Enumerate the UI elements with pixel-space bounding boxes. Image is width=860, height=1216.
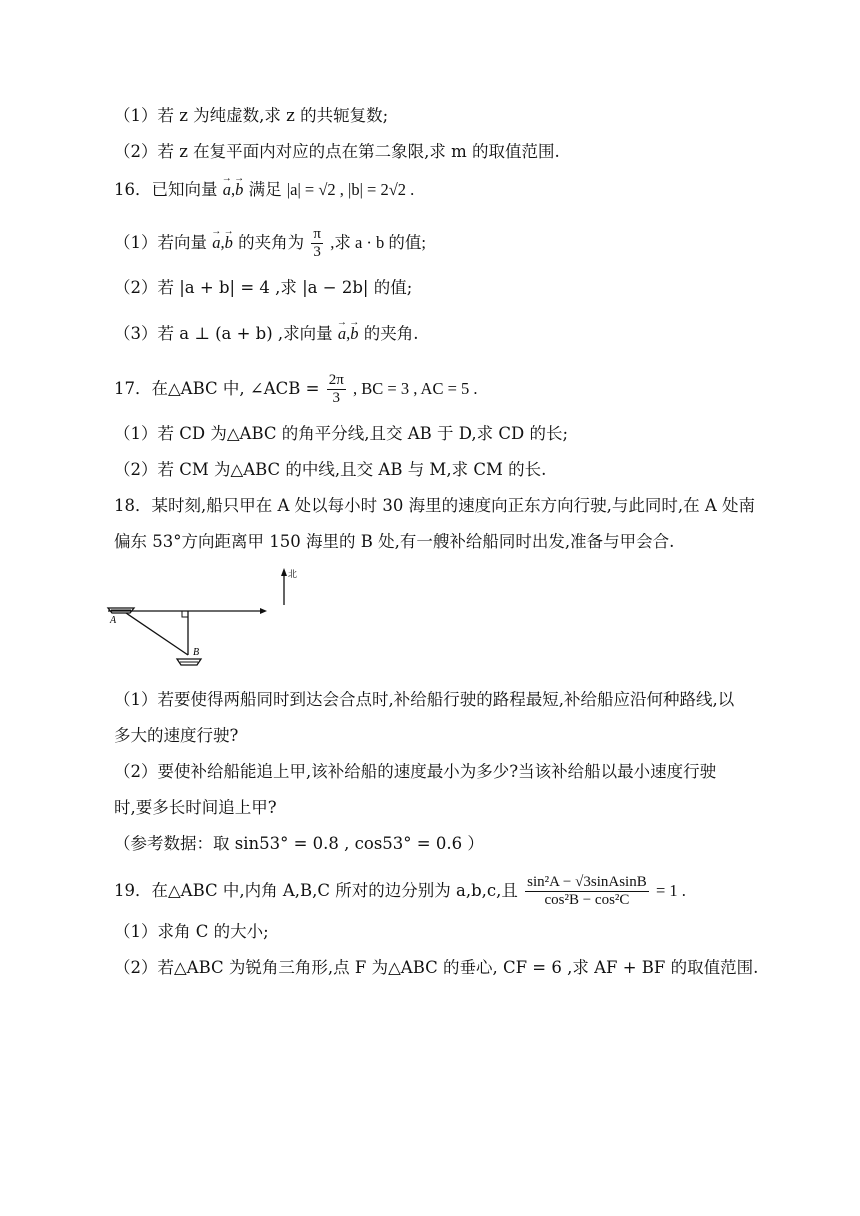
- q16-stem-condition: |a| = √2 , |b| = 2√2 .: [286, 180, 415, 199]
- q16-part1-prefix: （1）若向量: [114, 233, 207, 252]
- condition-fraction: [525, 874, 649, 909]
- right-angle-mark: [182, 611, 188, 617]
- point-a-label: A: [110, 615, 117, 626]
- q16-part1-suffix: ,求 a · b 的值;: [330, 233, 426, 252]
- vector-a: → a: [212, 231, 220, 255]
- east-arrow-head: [260, 608, 267, 614]
- q17-part2: （2）若 CM 为△ABC 的中线,且交 AB 与 M,求 CM 的长.: [114, 460, 547, 479]
- q16-stem-mid: 满足: [248, 180, 282, 199]
- vector-a: → a: [223, 178, 231, 202]
- q18-part1-line1: （1）若要使得两船同时到达会合点时,补给船行驶的路程最短,补给船应沿何种路线,以: [114, 690, 735, 709]
- point-b-label: B: [193, 647, 200, 658]
- fraction-denominator: 3: [332, 390, 340, 406]
- vector-b: → b: [235, 178, 243, 202]
- fraction-numerator: 2π: [328, 372, 344, 388]
- segment-ab: [126, 613, 188, 655]
- q18-stem-line1: 18．某时刻,船只甲在 A 处以每小时 30 海里的速度向正东方向行驶,与此同时,在 A 处南: [114, 496, 756, 515]
- q16-part1-mid: 的夹角为: [238, 233, 305, 252]
- q16-part3: （3）若 a ⊥ (a + b) ,求向量 → a,→ b 的夹角.: [114, 322, 419, 346]
- q19-part1: （1）求角 C 的大小;: [114, 922, 269, 941]
- q17-stem-prefix: 17．在△ABC 中, ∠ACB =: [114, 379, 320, 398]
- vector-b: → b: [225, 231, 233, 255]
- q16-part1: （1）若向量 → a,→ b 的夹角为 $\frac{\pi}{3}$ ,求 a · b 的值;: [114, 226, 426, 261]
- q19-part2: （2）若△ABC 为锐角三角形,点 F 为△ABC 的垂心, CF = 6 ,求 AF + BF 的取值范围.: [114, 958, 759, 977]
- north-arrow-head: [281, 568, 287, 576]
- fraction-numerator: π: [313, 226, 321, 242]
- q18-part2-line1: （2）要使补给船能追上甲,该补给船的速度最小为多少?当该补给船以最小速度行驶: [114, 762, 717, 781]
- q16-part3-prefix: （3）若 a ⊥ (a + b) ,求向量: [114, 324, 333, 343]
- ship-diagram: [100, 565, 310, 675]
- vector-a: → a: [338, 322, 346, 346]
- q19-stem: [114, 874, 686, 909]
- fraction-denominator: 3: [313, 244, 321, 260]
- q18-stem-line2: 偏东 53°方向距离甲 150 海里的 B 处,有一艘补给船同时出发,准备与甲会合.: [114, 532, 675, 551]
- q17-stem: [114, 372, 478, 407]
- q19-stem-prefix: 19．在△ABC 中,内角 A,B,C 所对的边分别为 a,b,c,且: [114, 881, 518, 900]
- q15-part1: （1）若 z 为纯虚数,求 z 的共轭复数;: [114, 106, 389, 125]
- q16-part2: （2）若 |a + b| = 4 ,求 |a − 2b| 的值;: [114, 278, 413, 297]
- q18-part2-line2: 时,要多长时间追上甲?: [114, 798, 277, 817]
- q16-stem-prefix: 16．已知向量: [114, 180, 218, 199]
- fraction-denominator: cos²B − cos²C: [544, 892, 630, 908]
- vector-b: → b: [350, 322, 358, 346]
- q15-part2: （2）若 z 在复平面内对应的点在第二象限,求 m 的取值范围.: [114, 142, 560, 161]
- q19-stem-suffix: = 1 .: [655, 881, 686, 900]
- q17-part1: （1）若 CD 为△ABC 的角平分线,且交 AB 于 D,求 CD 的长;: [114, 424, 569, 443]
- q18-part1-line2: 多大的速度行驶?: [114, 726, 239, 745]
- north-label: 北: [288, 570, 298, 580]
- q17-stem-suffix: , BC = 3 , AC = 5 .: [353, 379, 478, 398]
- angle-fraction: [327, 372, 346, 407]
- q18-reference-data: （参考数据：取 sin53° = 0.8 , cos53° = 0.6 ）: [114, 834, 484, 853]
- fraction-numerator: sin²A − √3sinAsinB: [527, 874, 647, 890]
- q16-stem: 16．已知向量 → a,→ b 满足 |a| = √2 , |b| = 2√2 .: [114, 178, 414, 202]
- q16-part3-suffix: 的夹角.: [363, 324, 419, 343]
- angle-fraction: [311, 226, 323, 261]
